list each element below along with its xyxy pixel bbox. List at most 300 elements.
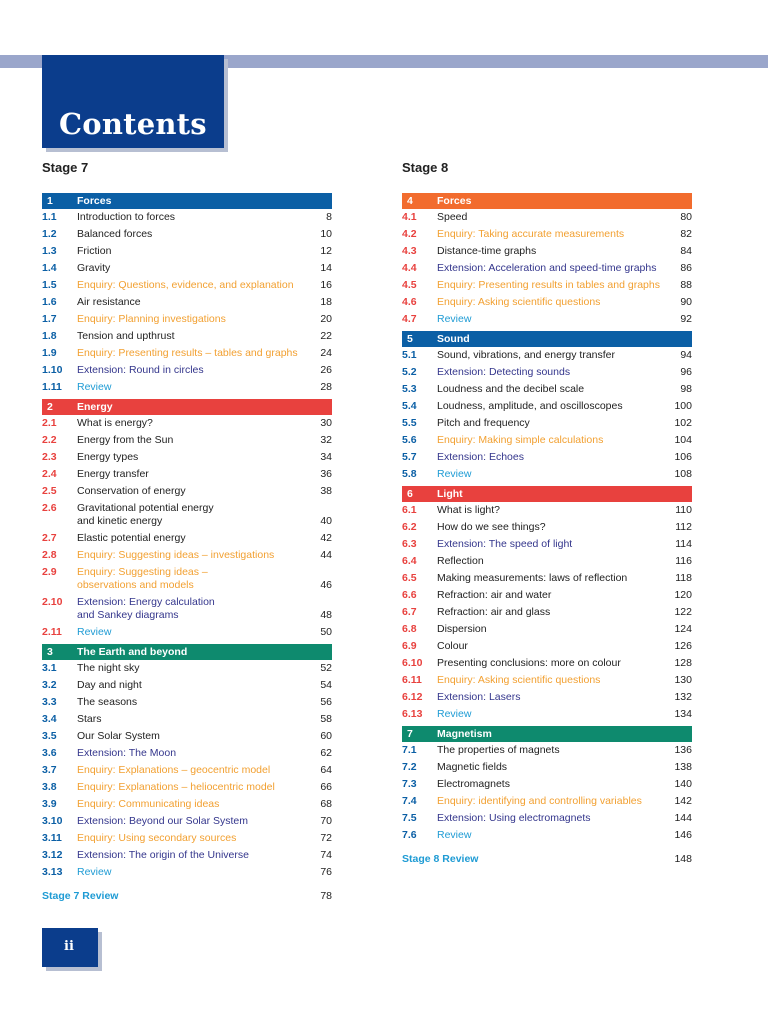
toc-number: 4.2 xyxy=(402,228,417,240)
toc-title[interactable]: Introduction to forces xyxy=(77,211,176,223)
toc-title[interactable]: Electromagnets xyxy=(437,778,510,790)
toc-number: 2.2 xyxy=(42,434,57,446)
toc-title[interactable]: What is light? xyxy=(437,504,501,516)
toc-row[interactable] xyxy=(42,796,332,813)
toc-row[interactable] xyxy=(402,277,692,294)
toc-title[interactable]: Distance-time graphs xyxy=(437,245,537,257)
section-1 xyxy=(42,193,332,396)
page-number-box xyxy=(42,928,98,967)
toc-title[interactable]: Our Solar System xyxy=(77,730,160,742)
toc-number: 3.2 xyxy=(42,679,57,691)
toc-page: 80 xyxy=(680,211,692,223)
toc-page: 52 xyxy=(320,662,332,674)
toc-title[interactable]: Enquiry: identifying and controlling variables xyxy=(437,795,642,807)
toc-page: 84 xyxy=(680,245,692,257)
toc-title[interactable]: Enquiry: Making simple calculations xyxy=(437,434,604,446)
toc-row[interactable] xyxy=(42,328,332,345)
stage-review-row[interactable] xyxy=(42,890,332,902)
section-number: 3 xyxy=(47,646,53,658)
toc-page: 94 xyxy=(680,349,692,361)
toc-title[interactable]: Tension and upthrust xyxy=(77,330,175,342)
section-5 xyxy=(402,331,692,483)
section-header xyxy=(42,399,332,415)
toc-title[interactable]: Review xyxy=(437,708,472,720)
section-7 xyxy=(402,726,692,844)
toc-number: 1.9 xyxy=(42,347,57,359)
stage-review-page: 148 xyxy=(674,853,692,865)
toc-number: 3.11 xyxy=(42,832,62,844)
toc-title[interactable]: How do we see things? xyxy=(437,521,546,533)
toc-title[interactable]: Reflection xyxy=(437,555,484,567)
toc-title[interactable]: Conservation of energy xyxy=(77,485,186,497)
toc-title[interactable]: Friction xyxy=(77,245,112,257)
toc-page: 16 xyxy=(320,279,332,291)
toc-title[interactable]: Elastic potential energy xyxy=(77,532,186,544)
toc-number: 5.7 xyxy=(402,451,417,463)
toc-page: 120 xyxy=(674,589,692,601)
toc-page: 112 xyxy=(675,521,692,533)
toc-title[interactable]: Energy from the Sun xyxy=(77,434,174,446)
toc-row[interactable] xyxy=(402,243,692,260)
toc-title[interactable]: Sound, vibrations, and energy transfer xyxy=(437,349,616,361)
toc-number: 6.13 xyxy=(402,708,423,720)
toc-page: 74 xyxy=(320,849,332,861)
toc-page: 136 xyxy=(674,744,692,756)
toc-row[interactable] xyxy=(42,830,332,847)
toc-title[interactable]: Refraction: air and water xyxy=(437,589,552,601)
toc-number: 6.4 xyxy=(402,555,417,567)
page-number: ii xyxy=(64,939,74,954)
toc-number: 6.11 xyxy=(402,674,422,686)
toc-page: 46 xyxy=(320,579,332,591)
section-6 xyxy=(402,486,692,723)
toc-number: 4.7 xyxy=(402,313,417,325)
toc-page: 42 xyxy=(320,532,332,544)
toc-row[interactable] xyxy=(42,226,332,243)
toc-row[interactable] xyxy=(42,449,332,466)
toc-page: 142 xyxy=(674,795,692,807)
toc-number: 6.2 xyxy=(402,521,417,533)
section-number: 1 xyxy=(47,195,53,207)
toc-row[interactable] xyxy=(402,570,692,587)
toc-page: 104 xyxy=(674,434,692,446)
toc-title[interactable]: Energy types xyxy=(77,451,139,463)
toc-row[interactable] xyxy=(402,759,692,776)
toc-number: 1.2 xyxy=(42,228,57,240)
section-number: 7 xyxy=(407,728,413,740)
toc-number: 5.6 xyxy=(402,434,417,446)
toc-number: 7.1 xyxy=(402,744,417,756)
toc-title[interactable]: Extension: Energy calculation and Sankey diagrams xyxy=(77,596,215,621)
toc-row[interactable] xyxy=(402,502,692,519)
toc-page: 132 xyxy=(674,691,692,703)
toc-title[interactable]: Enquiry: Planning investigations xyxy=(77,313,226,325)
toc-title[interactable]: Dispersion xyxy=(437,623,487,635)
toc-row[interactable] xyxy=(402,381,692,398)
toc-number: 1.6 xyxy=(42,296,57,308)
toc-title[interactable]: Extension: The Moon xyxy=(77,747,177,759)
toc-title[interactable]: Magnetic fields xyxy=(437,761,508,773)
section-header xyxy=(402,486,692,502)
toc-number: 1.10 xyxy=(42,364,63,376)
toc-title[interactable]: Air resistance xyxy=(77,296,141,308)
toc-title[interactable]: The seasons xyxy=(77,696,138,708)
toc-page: 26 xyxy=(320,364,332,376)
toc-title[interactable]: Loudness, amplitude, and oscilloscopes xyxy=(437,400,623,412)
toc-row[interactable] xyxy=(402,742,692,759)
toc-page: 82 xyxy=(680,228,692,240)
toc-row[interactable] xyxy=(42,813,332,830)
toc-row[interactable] xyxy=(42,762,332,779)
toc-title[interactable]: Extension: Beyond our Solar System xyxy=(77,815,249,827)
toc-row[interactable] xyxy=(402,449,692,466)
toc-number: 6.12 xyxy=(402,691,423,703)
toc-row[interactable] xyxy=(42,362,332,379)
toc-title[interactable]: The properties of magnets xyxy=(437,744,560,756)
section-header xyxy=(42,193,332,209)
toc-row[interactable] xyxy=(42,779,332,796)
toc-title[interactable]: Extension: The origin of the Universe xyxy=(77,849,249,861)
toc-title[interactable]: Enquiry: Presenting results – tables and graphs xyxy=(77,347,298,359)
toc-page: 92 xyxy=(680,313,692,325)
toc-title[interactable]: Review xyxy=(77,626,112,638)
toc-number: 2.3 xyxy=(42,451,57,463)
toc-row[interactable] xyxy=(402,347,692,364)
toc-page: 64 xyxy=(320,764,332,776)
toc-title[interactable]: Extension: Round in circles xyxy=(77,364,204,376)
section-number: 2 xyxy=(47,401,53,413)
toc-number: 6.5 xyxy=(402,572,417,584)
toc-row[interactable] xyxy=(42,745,332,762)
toc-title[interactable]: Review xyxy=(437,829,472,841)
toc-number: 3.9 xyxy=(42,798,57,810)
toc-page: 32 xyxy=(320,434,332,446)
toc-page: 126 xyxy=(674,640,692,652)
toc-title[interactable]: Enquiry: Asking scientific questions xyxy=(437,296,601,308)
toc-row[interactable] xyxy=(42,660,332,677)
toc-row[interactable] xyxy=(402,810,692,827)
toc-page: 70 xyxy=(320,815,332,827)
toc-page: 68 xyxy=(320,798,332,810)
toc-number: 1.4 xyxy=(42,262,57,274)
toc-number: 6.9 xyxy=(402,640,417,652)
toc-number: 1.11 xyxy=(42,381,62,393)
toc-row[interactable] xyxy=(42,564,332,594)
toc-title[interactable]: Review xyxy=(77,866,112,878)
toc-title[interactable]: Presenting conclusions: more on colour xyxy=(437,657,621,669)
toc-number: 3.7 xyxy=(42,764,57,776)
toc-page: 62 xyxy=(320,747,332,759)
toc-row[interactable] xyxy=(42,432,332,449)
toc-number: 6.1 xyxy=(402,504,417,516)
toc-title[interactable]: Colour xyxy=(437,640,468,652)
toc-page: 34 xyxy=(320,451,332,463)
toc-title[interactable]: Enquiry: Explanations – geocentric model xyxy=(77,764,271,776)
toc-title[interactable]: Review xyxy=(437,313,472,325)
toc-page: 44 xyxy=(320,549,332,561)
toc-page: 116 xyxy=(675,555,692,567)
toc-row[interactable] xyxy=(42,294,332,311)
toc-title[interactable]: Day and night xyxy=(77,679,142,691)
toc-number: 1.7 xyxy=(42,313,57,325)
toc-title[interactable]: Enquiry: Presenting results in tables and graphs xyxy=(437,279,660,291)
section-title: Forces xyxy=(77,195,112,207)
toc-row[interactable] xyxy=(42,345,332,362)
toc-row[interactable] xyxy=(42,694,332,711)
toc-page: 128 xyxy=(674,657,692,669)
stage-7-title: Stage 7 xyxy=(42,160,89,175)
toc-number: 4.1 xyxy=(402,211,417,223)
toc-page: 24 xyxy=(320,347,332,359)
section-number: 4 xyxy=(407,195,413,207)
stage-review-page: 78 xyxy=(320,890,332,902)
toc-title[interactable]: Enquiry: Questions, evidence, and explanation xyxy=(77,279,294,291)
toc-number: 5.8 xyxy=(402,468,417,480)
toc-row[interactable] xyxy=(42,311,332,328)
toc-number: 5.1 xyxy=(402,349,417,361)
toc-number: 7.2 xyxy=(402,761,417,773)
toc-page: 50 xyxy=(320,626,332,638)
toc-page: 56 xyxy=(320,696,332,708)
toc-title[interactable]: Energy transfer xyxy=(77,468,149,480)
toc-row[interactable] xyxy=(42,483,332,500)
toc-row[interactable] xyxy=(402,294,692,311)
toc-row[interactable] xyxy=(402,536,692,553)
toc-number: 2.10 xyxy=(42,596,63,608)
toc-row[interactable] xyxy=(42,847,332,864)
toc-number: 1.8 xyxy=(42,330,57,342)
toc-page: 138 xyxy=(674,761,692,773)
toc-row[interactable] xyxy=(402,827,692,844)
toc-row[interactable] xyxy=(42,500,332,530)
toc-page: 98 xyxy=(680,383,692,395)
toc-title[interactable]: Enquiry: Suggesting ideas – observations and models xyxy=(77,566,208,591)
toc-number: 5.5 xyxy=(402,417,417,429)
toc-page: 54 xyxy=(320,679,332,691)
toc-page: 76 xyxy=(320,866,332,878)
toc-page: 22 xyxy=(320,330,332,342)
toc-row[interactable] xyxy=(42,711,332,728)
toc-title[interactable]: Enquiry: Suggesting ideas – investigations xyxy=(77,549,275,561)
section-title: Light xyxy=(437,488,463,500)
toc-number: 3.12 xyxy=(42,849,63,861)
toc-number: 6.10 xyxy=(402,657,423,669)
toc-page: 118 xyxy=(675,572,692,584)
toc-number: 7.3 xyxy=(402,778,417,790)
toc-page: 100 xyxy=(674,400,692,412)
toc-page: 140 xyxy=(674,778,692,790)
toc-row[interactable] xyxy=(402,311,692,328)
toc-title[interactable]: Enquiry: Explanations – heliocentric model xyxy=(77,781,275,793)
toc-number: 7.4 xyxy=(402,795,417,807)
section-title: The Earth and beyond xyxy=(77,646,188,658)
toc-number: 1.1 xyxy=(42,211,57,223)
section-number: 6 xyxy=(407,488,413,500)
toc-page: 40 xyxy=(320,515,332,527)
toc-row[interactable] xyxy=(42,677,332,694)
toc-title[interactable]: Extension: The speed of light xyxy=(437,538,573,550)
stage-review-row[interactable] xyxy=(402,853,692,865)
toc-row[interactable] xyxy=(402,689,692,706)
toc-number: 4.6 xyxy=(402,296,417,308)
toc-title[interactable]: The night sky xyxy=(77,662,140,674)
toc-number: 6.8 xyxy=(402,623,417,635)
toc-number: 7.6 xyxy=(402,829,417,841)
toc-number: 4.5 xyxy=(402,279,417,291)
toc-page: 110 xyxy=(675,504,692,516)
toc-number: 2.7 xyxy=(42,532,57,544)
toc-title[interactable]: Stars xyxy=(77,713,102,725)
section-title: Magnetism xyxy=(437,728,492,740)
toc-number: 2.4 xyxy=(42,468,57,480)
toc-title[interactable]: Gravity xyxy=(77,262,111,274)
toc-page: 90 xyxy=(680,296,692,308)
toc-title[interactable]: Enquiry: Asking scientific questions xyxy=(437,674,601,686)
toc-row[interactable] xyxy=(42,379,332,396)
toc-page: 8 xyxy=(326,211,332,223)
section-header xyxy=(402,331,692,347)
toc-row[interactable] xyxy=(402,706,692,723)
toc-row[interactable] xyxy=(42,728,332,745)
toc-page: 88 xyxy=(680,279,692,291)
toc-page: 14 xyxy=(320,262,332,274)
stage-review-label[interactable]: Stage 7 Review xyxy=(42,890,119,902)
toc-number: 3.6 xyxy=(42,747,57,759)
toc-title[interactable]: Enquiry: Taking accurate measurements xyxy=(437,228,625,240)
toc-number: 6.3 xyxy=(402,538,417,550)
toc-row[interactable] xyxy=(42,415,332,432)
toc-number: 3.1 xyxy=(42,662,57,674)
toc-page: 86 xyxy=(680,262,692,274)
toc-row[interactable] xyxy=(402,466,692,483)
toc-page: 66 xyxy=(320,781,332,793)
toc-number: 6.6 xyxy=(402,589,417,601)
toc-page: 72 xyxy=(320,832,332,844)
toc-row[interactable] xyxy=(402,793,692,810)
toc-page: 130 xyxy=(674,674,692,686)
toc-row[interactable] xyxy=(42,277,332,294)
toc-title[interactable]: Balanced forces xyxy=(77,228,153,240)
page-title: Contents xyxy=(59,107,207,141)
toc-row[interactable] xyxy=(402,364,692,381)
toc-row[interactable] xyxy=(402,655,692,672)
toc-number: 5.3 xyxy=(402,383,417,395)
toc-number: 2.5 xyxy=(42,485,57,497)
toc-number: 2.11 xyxy=(42,626,62,638)
section-title: Forces xyxy=(437,195,472,207)
toc-page: 10 xyxy=(320,228,332,240)
toc-number: 3.10 xyxy=(42,815,63,827)
toc-row[interactable] xyxy=(402,604,692,621)
section-header xyxy=(402,726,692,742)
toc-title[interactable]: Pitch and frequency xyxy=(437,417,530,429)
toc-number: 2.9 xyxy=(42,566,57,578)
toc-title[interactable]: What is energy? xyxy=(77,417,153,429)
toc-row[interactable] xyxy=(402,553,692,570)
toc-title[interactable]: Extension: Lasers xyxy=(437,691,521,703)
toc-page: 124 xyxy=(674,623,692,635)
toc-row[interactable] xyxy=(42,243,332,260)
toc-title[interactable]: Enquiry: Using secondary sources xyxy=(77,832,237,844)
toc-page: 18 xyxy=(320,296,332,308)
toc-row[interactable] xyxy=(42,209,332,226)
toc-row[interactable] xyxy=(42,547,332,564)
toc-row[interactable] xyxy=(402,226,692,243)
toc-page: 30 xyxy=(320,417,332,429)
toc-row[interactable] xyxy=(402,519,692,536)
toc-page: 58 xyxy=(320,713,332,725)
section-3 xyxy=(42,644,332,881)
toc-row[interactable] xyxy=(402,621,692,638)
toc-page: 106 xyxy=(674,451,692,463)
toc-number: 5.2 xyxy=(402,366,417,378)
toc-row[interactable] xyxy=(402,776,692,793)
toc-page: 38 xyxy=(320,485,332,497)
toc-title[interactable]: Extension: Echoes xyxy=(437,451,524,463)
toc-page: 28 xyxy=(320,381,332,393)
toc-row[interactable] xyxy=(402,398,692,415)
toc-row[interactable] xyxy=(42,864,332,881)
toc-number: 4.3 xyxy=(402,245,417,257)
stage-7-column xyxy=(42,193,332,902)
toc-row[interactable] xyxy=(402,415,692,432)
toc-page: 36 xyxy=(320,468,332,480)
toc-title[interactable]: Review xyxy=(77,381,112,393)
toc-number: 4.4 xyxy=(402,262,417,274)
toc-title[interactable]: Speed xyxy=(437,211,468,223)
toc-number: 2.1 xyxy=(42,417,57,429)
toc-page: 102 xyxy=(674,417,692,429)
toc-number: 1.3 xyxy=(42,245,57,257)
toc-title[interactable]: Enquiry: Communicating ideas xyxy=(77,798,220,810)
stage-review-label[interactable]: Stage 8 Review xyxy=(402,853,479,865)
toc-row[interactable] xyxy=(42,624,332,641)
toc-page: 60 xyxy=(320,730,332,742)
toc-number: 2.6 xyxy=(42,502,57,514)
toc-number: 2.8 xyxy=(42,549,57,561)
toc-number: 3.4 xyxy=(42,713,57,725)
toc-row[interactable] xyxy=(402,432,692,449)
toc-title[interactable]: Extension: Acceleration and speed-time graphs xyxy=(437,262,657,274)
toc-row[interactable] xyxy=(42,466,332,483)
toc-page: 96 xyxy=(680,366,692,378)
toc-number: 5.4 xyxy=(402,400,417,412)
toc-title[interactable]: Extension: Detecting sounds xyxy=(437,366,571,378)
section-header xyxy=(42,644,332,660)
toc-row[interactable] xyxy=(42,594,332,624)
toc-title[interactable]: Review xyxy=(437,468,472,480)
toc-row[interactable] xyxy=(402,209,692,226)
toc-number: 3.3 xyxy=(42,696,57,708)
toc-row[interactable] xyxy=(402,638,692,655)
toc-title[interactable]: Refraction: air and glass xyxy=(437,606,551,618)
toc-row[interactable] xyxy=(402,587,692,604)
toc-title[interactable]: Gravitational potential energy and kinetic energy xyxy=(77,502,214,527)
toc-row[interactable] xyxy=(42,530,332,547)
section-2 xyxy=(42,399,332,641)
toc-number: 3.5 xyxy=(42,730,57,742)
toc-number: 3.8 xyxy=(42,781,57,793)
toc-row[interactable] xyxy=(402,672,692,689)
toc-number: 1.5 xyxy=(42,279,57,291)
toc-title[interactable]: Making measurements: laws of reflection xyxy=(437,572,628,584)
section-number: 5 xyxy=(407,333,413,345)
toc-row[interactable] xyxy=(402,260,692,277)
toc-number: 6.7 xyxy=(402,606,417,618)
toc-title[interactable]: Loudness and the decibel scale xyxy=(437,383,585,395)
toc-title[interactable]: Extension: Using electromagnets xyxy=(437,812,591,824)
toc-row[interactable] xyxy=(42,260,332,277)
